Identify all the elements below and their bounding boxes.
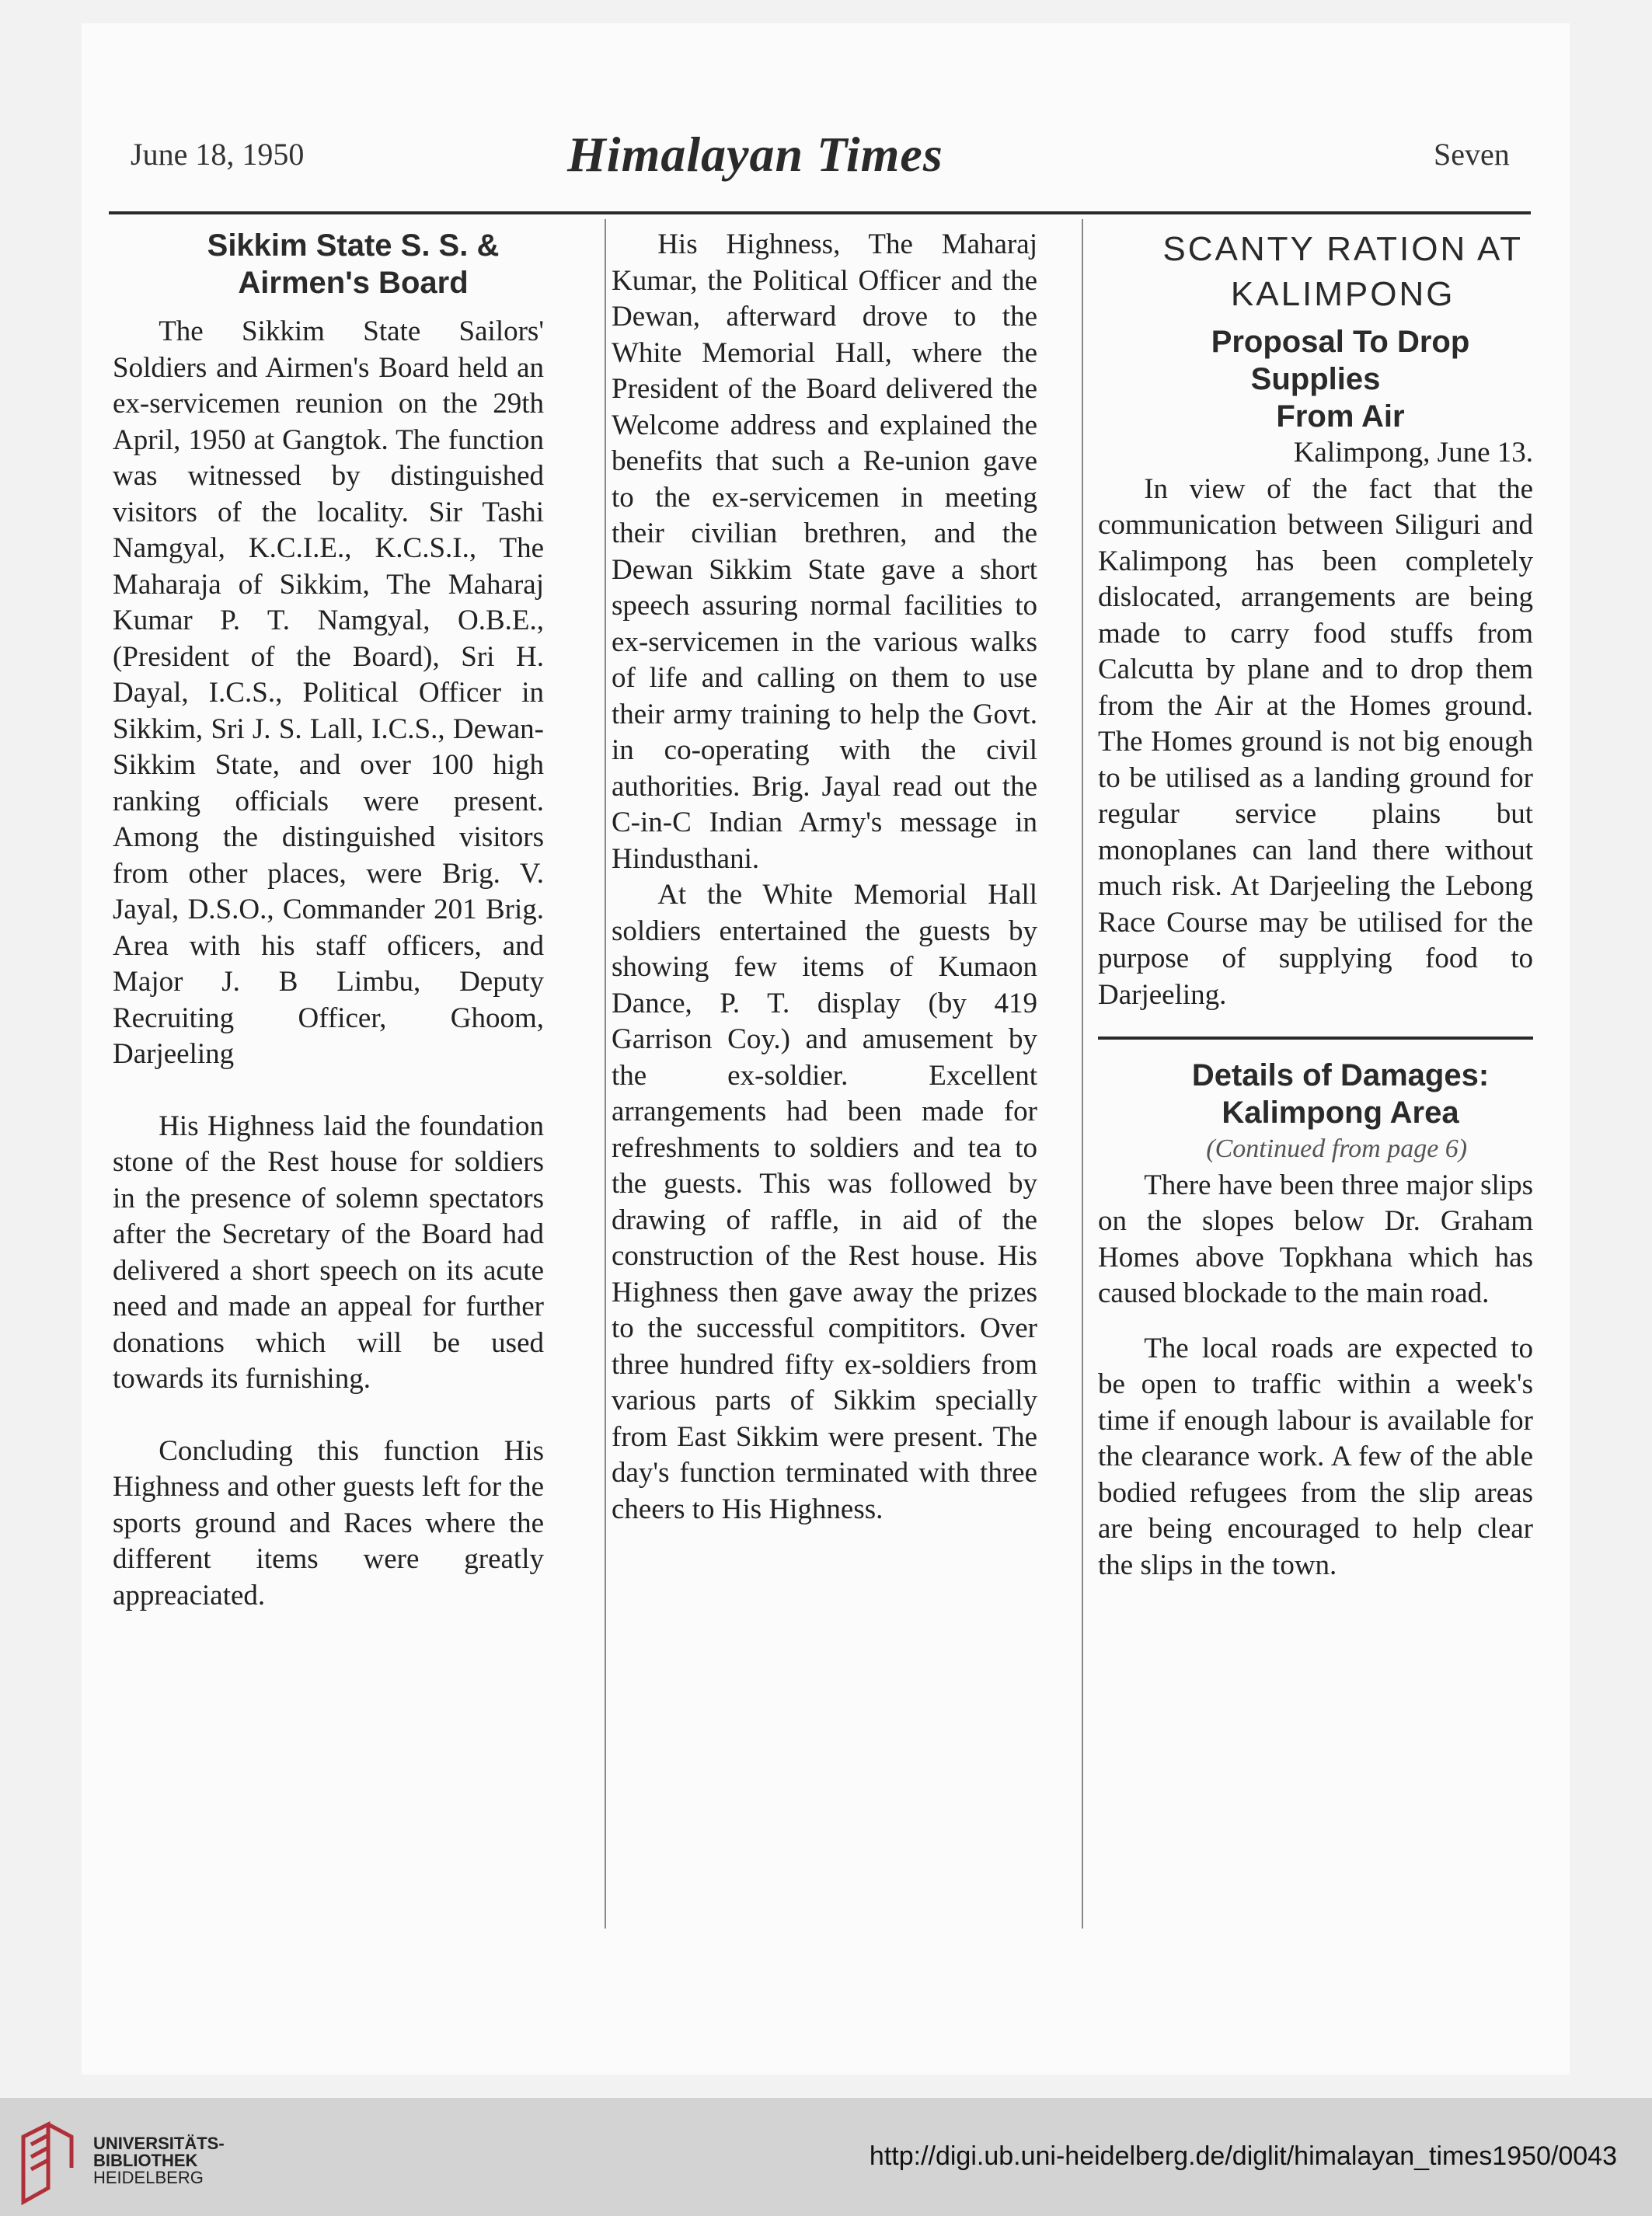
masthead-rule bbox=[109, 211, 1531, 214]
column-1 bbox=[113, 227, 544, 1614]
column-divider bbox=[1082, 219, 1083, 1929]
continuation-note: (Continued from page 6) bbox=[1206, 1134, 1468, 1163]
article-subheadline: Proposal To Drop Supplies bbox=[1211, 325, 1470, 396]
article-paragraph: In view of the fact that the communication between Siliguri and Kalimpong has been completely dislocated, arrangements are being made to carry food stuffs from Calcutta by plane and to drop them from the Air at the Homes ground. The Homes ground is not big enough to be utilised as a landing ground for regular service plains but monoplanes can land there without much risk. At Darjeeling the Lebong Race Course may be utilised for the purpose of supplying food to Darjeeling. bbox=[1098, 472, 1533, 1011]
dateline: Kalimpong, June 13. bbox=[1293, 437, 1533, 469]
article-paragraph: His Highness laid the foundation stone of the Rest house for soldiers in the presence of solemn spectators after the Secretary of the Board had delivered a short speech on its acute need and made an appeal for further donations which will be used towards its furnishing. bbox=[113, 1110, 544, 1395]
masthead-title: Himalayan Times bbox=[567, 127, 943, 182]
library-name: UNIVERSITÄTS- BIBLIOTHEK HEIDELBERG bbox=[93, 2134, 225, 2187]
issue-date: June 18, 1950 bbox=[131, 137, 305, 172]
article-paragraph: Concluding this function His Highness and other guests left for the sports ground and Races where the different items were greatly appreaciated. bbox=[113, 1434, 544, 1611]
article-paragraph: His Highness, The Maharaj Kumar, the Political Officer and the Dewan, afterward drove to the White Memorial Hall, where the President of the Board delivered the Welcome address and explained the benefits that such a Re-union gave to the ex-servicemen in meeting their civilian brethren, and the Dewan Sikkim State gave a short speech assuring normal facilities to ex-servicemen in the various walks of life and calling on them to use their army training to help the Govt. in co-operating with the civil authorities. Brig. Jayal read out the C-in-C Indian Army's message in Hindusthani. bbox=[612, 228, 1037, 875]
section-rule bbox=[1098, 1037, 1533, 1040]
article-paragraph: At the White Memorial Hall soldiers entertained the guests by showing few items of Kumaon Dance, P. T. display (by 419 Garrison Coy.) and amusement by the ex-soldier. Excellent arrangements had been made for refreshments to soldiers and tea to the guests. This was followed by drawing of raffle, in aid of the construction of the Rest house. His Highness then gave away the prizes to the successful compititors. Over three hundred fifty ex-soldiers from various parts of Sikkim specially from East Sikkim were present. The day's function terminated with three cheers to His Highness. bbox=[612, 879, 1037, 1525]
page-number: Seven bbox=[1434, 137, 1510, 172]
article-headline: KALIMPONG bbox=[1230, 275, 1455, 313]
article-paragraph: The local roads are expected to be open to traffic within a week's time if enough labour is available for the clearance work. A few of the able bodied refugees from the slip areas are being encouraged to help clear the slips in the town. bbox=[1098, 1332, 1533, 1581]
article-headline: SCANTY RATION AT bbox=[1162, 230, 1523, 268]
article-headline: Kalimpong Area bbox=[1222, 1096, 1459, 1130]
article-headline: Sikkim State S. S. & bbox=[207, 228, 500, 263]
column-3 bbox=[1098, 227, 1533, 1584]
library-footer bbox=[0, 2098, 1652, 2216]
source-url-link[interactable]: http://digi.ub.uni-heidelberg.de/diglit/himalayan_times1950/0043 bbox=[869, 2141, 1617, 2171]
library-logo-icon bbox=[17, 2121, 78, 2205]
article-headline: Details of Damages: bbox=[1191, 1058, 1490, 1092]
article-paragraph: The Sikkim State Sailors' Soldiers and Airmen's Board held an ex-servicemen reunion on the 29th April, 1950 at Gangtok. The function was witnessed by distinguished visitors of the locality. Sir Tashi Namgyal, K.C.I.E., K.C.S.I., The Maharaja of Sikkim, The Maharaj Kumar P. T. Namgyal, O.B.E., (President of the Board), Sri H. Dayal, I.C.S., Political Officer in Sikkim, Sri J. S. Lall, I.C.S., Dewan-Sikkim State, and over 100 high ranking officials were present. Among the distinguished visitors from other places, were Brig. V. Jayal, D.S.O., Commander 201 Brig. Area with his staff officers, and Major J. B Limbu, Deputy Recruiting Officer, Ghoom, Darjeeling bbox=[113, 315, 544, 1070]
column-divider bbox=[605, 219, 606, 1929]
article-paragraph: There have been three major slips on the slopes below Dr. Graham Homes above Topkhana which has caused blockade to the main road. bbox=[1098, 1169, 1533, 1309]
article-subheadline: From Air bbox=[1276, 399, 1405, 434]
article-headline: Airmen's Board bbox=[238, 266, 469, 300]
column-2 bbox=[612, 227, 1037, 1528]
